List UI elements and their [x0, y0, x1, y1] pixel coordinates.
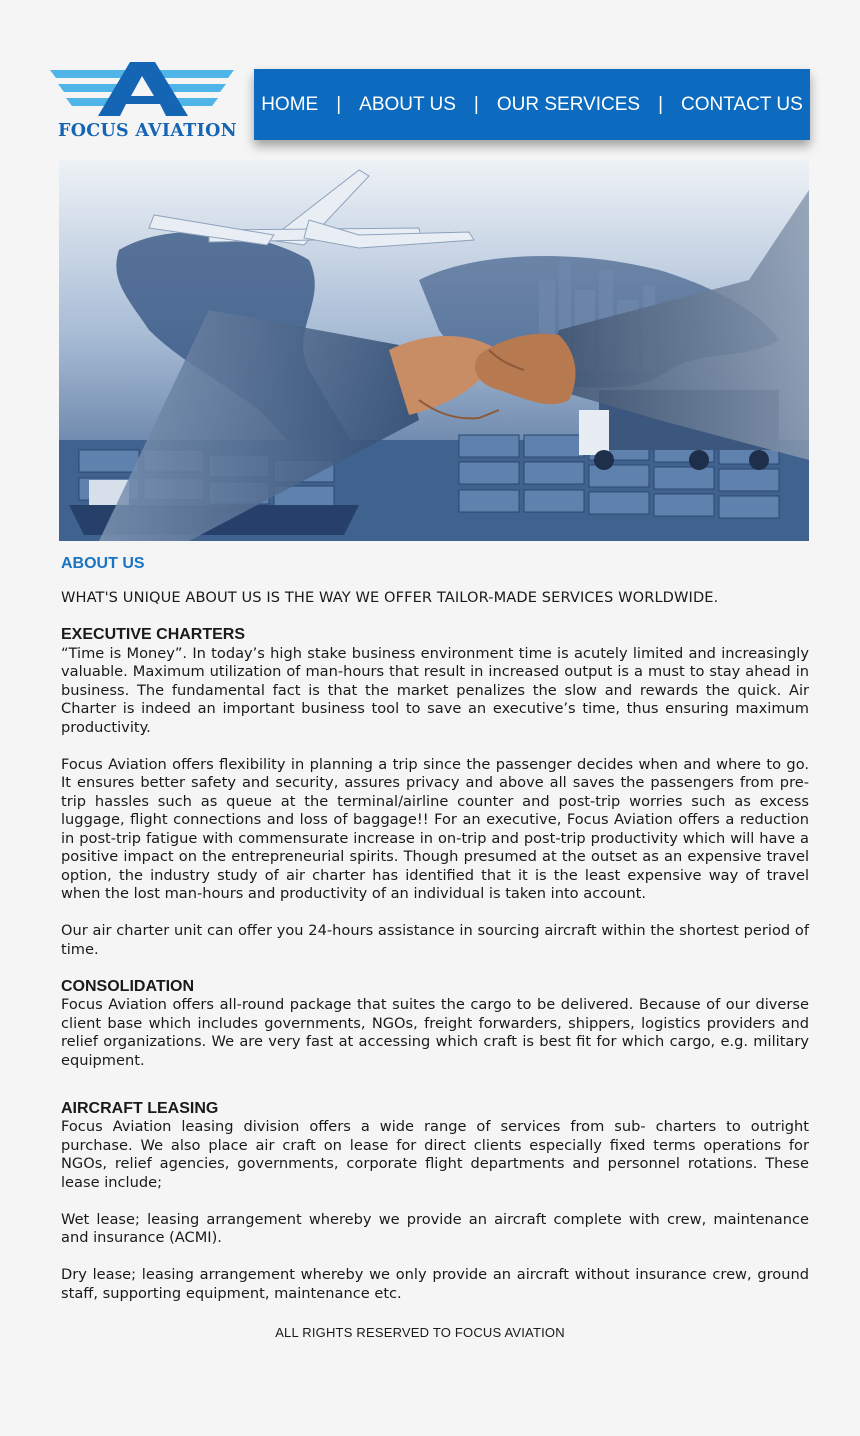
consolidation-title: CONSOLIDATION: [61, 977, 195, 995]
executive-paragraph-1: “Time is Money”. In today’s high stake business environment time is acutely limited and increasingly valuable. Maximum utilization of man-hours that result in increased output is a must to stay ahead in business. The fundamental fact is that the market penalizes the slow and rewards the quick. Air Charter is indeed an important business tool to save an executive’s time, thus ensuring maximum productivity.: [61, 644, 809, 736]
about-tagline: WHAT'S UNIQUE ABOUT US IS THE WAY WE OFFER TAILOR-MADE SERVICES WORLDWIDE.: [61, 589, 719, 606]
spacer: [61, 959, 809, 978]
spacer: [61, 1248, 809, 1267]
executive-paragraph-2: Focus Aviation offers flexibility in planning a trip since the passenger decides when and where to go. It ensures better safety and security, assures privacy and above all saves the passengers from pre-trip hassles such as queue at the terminal/airline counter and post-trip worries such as excess luggage, flight connections and loss of baggage!! For an executive, Focus Aviation offers a reduction in post-trip fatigue with commensurate increase in on-trip and post-trip productivity which will have a positive impact on the entrepreneurial spirits. Though presumed at the outset as an expensive travel option, the industry study of air charter has identified that it is the least expensive way of travel when the lost man-hours and productivity of an individual is taken into account.: [61, 755, 809, 902]
leasing-paragraph-2: Wet lease; leasing arrangement whereby we provide an aircraft complete with crew, maintenance and insurance (ACMI).: [61, 1210, 809, 1246]
spacer: [61, 1070, 809, 1089]
nav-our-services[interactable]: OUR SERVICES: [496, 93, 641, 115]
nav-separator: |: [336, 93, 342, 115]
nav-about-us[interactable]: ABOUT US: [359, 93, 456, 115]
spacer: [61, 1192, 809, 1211]
nav-separator: |: [658, 93, 664, 115]
nav-separator: |: [473, 93, 479, 115]
nav-contact-us[interactable]: CONTACT US: [681, 93, 803, 115]
spacer: [61, 608, 809, 627]
main-content: [61, 553, 809, 1303]
brand-name: FOCUS AVIATION: [58, 121, 237, 141]
winged-a-icon: [50, 60, 235, 120]
about-heading: ABOUT US: [61, 555, 145, 572]
leasing-paragraph-3: Dry lease; leasing arrangement whereby we only provide an aircraft without insurance crew, ground staff, supporting equipment, maintenance etc.: [61, 1266, 809, 1302]
spacer: [61, 737, 809, 756]
aircraft-leasing-title: AIRCRAFT LEASING: [61, 1099, 219, 1117]
hero-image: [59, 160, 809, 541]
spacer: [61, 904, 809, 923]
leasing-paragraph-1: Focus Aviation leasing division offers a wide range of services from sub- charters to outright purchase. We also place air craft on lease for direct clients especially fixed terms operations for NGOs, relief agencies, governments, corporate flight departments and personnel rotations. These lease include;: [61, 1118, 809, 1191]
main-nav: [254, 69, 810, 140]
executive-paragraph-3: Our air charter unit can offer you 24-hours assistance in sourcing aircraft within the shortest period of time.: [61, 922, 809, 958]
spacer: [61, 1089, 809, 1100]
executive-charters-title: EXECUTIVE CHARTERS: [61, 626, 246, 643]
consolidation-paragraph-1: Focus Aviation offers all-round package that suites the cargo to be delivered. Because of our diverse client base which includes governments, NGOs, freight forwarders, shippers, logistics providers and relief organizations. We are very fast at accessing which craft is best fit for which cargo, e.g. military equipment.: [61, 996, 809, 1069]
nav-home[interactable]: HOME: [261, 93, 319, 115]
footer-copyright: ALL RIGHTS RESERVED TO FOCUS AVIATION: [275, 1325, 565, 1340]
